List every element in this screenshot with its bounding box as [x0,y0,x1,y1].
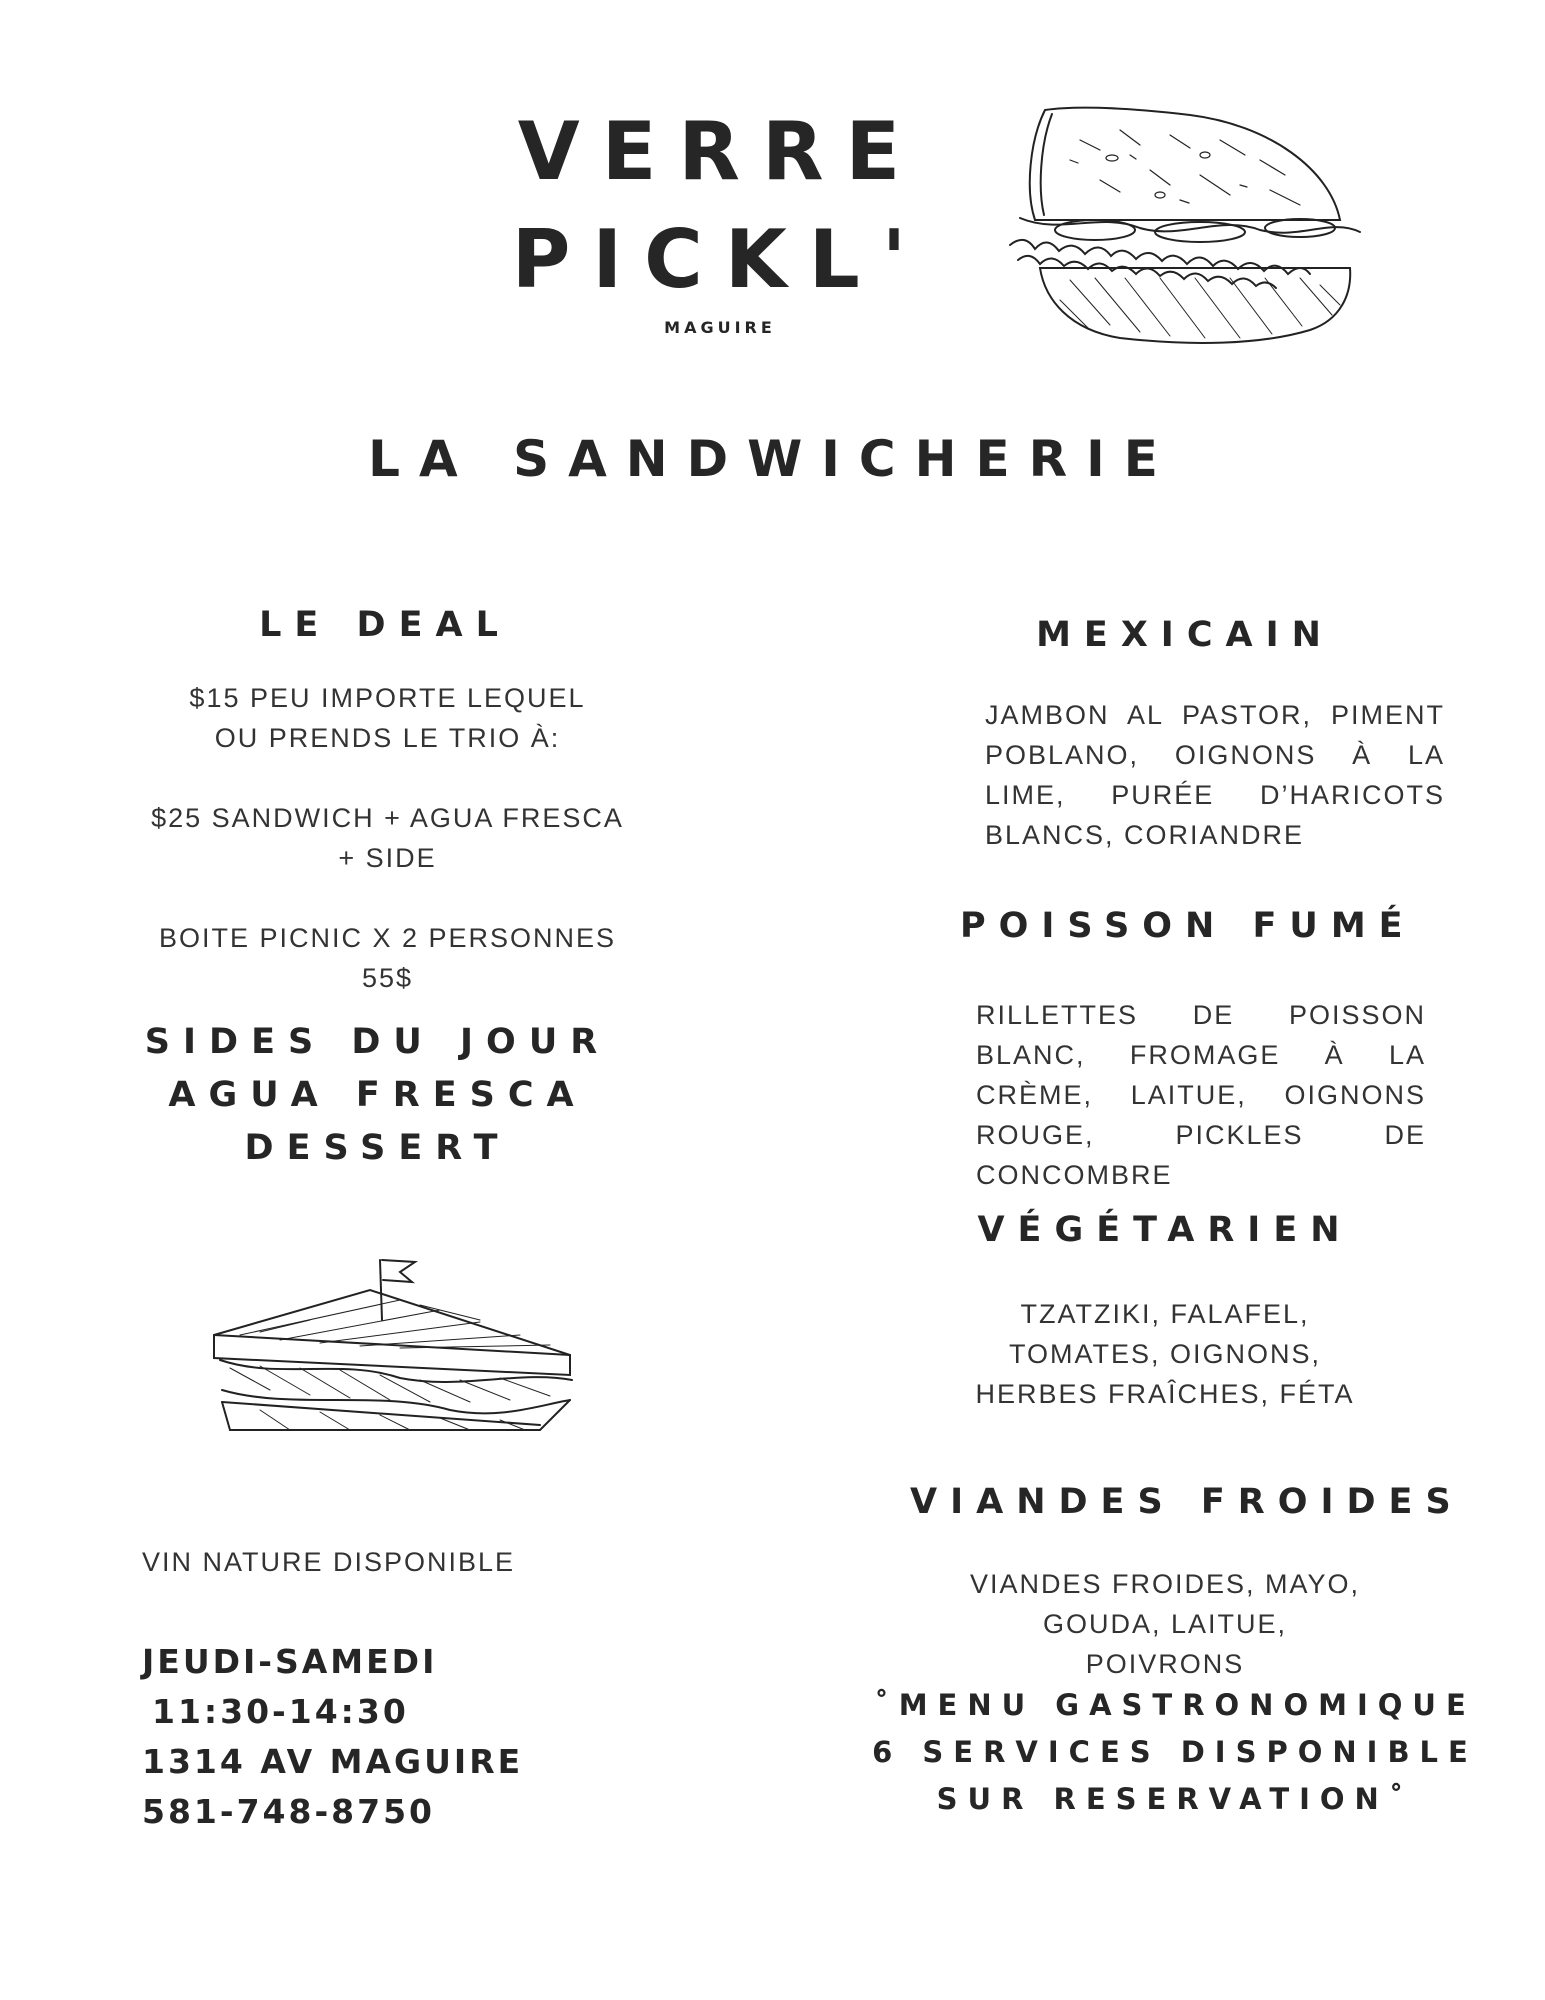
mexicain-line-3: LIME, PURÉE D’HARICOTS [985,780,1445,810]
natural-wine-note: VIN NATURE DISPONIBLE [142,1547,516,1577]
gastro-menu-line-1: ˚MENU GASTRONOMIQUE [874,1688,1476,1722]
burger-sketch-icon [1000,100,1375,350]
mexicain-line-1: JAMBON AL PASTOR, PIMENT [985,700,1445,730]
deal-trio-side: + SIDE [338,843,437,873]
page-title: LA SANDWICHERIE [368,430,1177,488]
gastro-menu-line-3: SUR RESERVATION˚ [936,1782,1414,1816]
deal-trio-line: OU PRENDS LE TRIO À: [214,723,561,753]
poisson-line-1: RILLETTES DE POISSON [976,1000,1426,1030]
poisson-fume-description [976,995,1426,1195]
poisson-line-5: CONCOMBRE [976,1160,1173,1190]
mexicain-line-2: POBLANO, OIGNONS À LA [985,740,1445,770]
picnic-box-line: BOITE PICNIC X 2 PERSONNES [158,923,617,953]
vegetarien-line-1: TZATZIKI, FALAFEL, [1020,1299,1310,1329]
vegetarien-line-3: HERBES FRAÎCHES, FÉTA [975,1379,1355,1409]
sides-line-3: DESSERT [244,1128,511,1168]
phone-number: 581-748-8750 [142,1792,436,1831]
deal-trio-price: $25 SANDWICH + AGUA FRESCA [151,803,624,833]
deal-heading: LE DEAL [259,605,511,645]
mexicain-line-4: BLANCS, CORIANDRE [985,820,1305,850]
mexicain-description [985,695,1445,855]
viandes-froides-heading: VIANDES FROIDES [910,1482,1464,1522]
address: 1314 AV MAGUIRE [142,1742,524,1781]
brand-name-line2: PICKL' [511,213,929,306]
gastro-menu-line-2: 6 SERVICES DISPONIBLE [872,1735,1478,1769]
poisson-line-2: BLANC, FROMAGE À LA [976,1040,1426,1070]
sides-line-2: AGUA FRESCA [168,1075,587,1115]
poisson-fume-heading: POISSON FUMÉ [960,906,1416,946]
poisson-line-3: CRÈME, LAITUE, OIGNONS [976,1080,1426,1110]
vegetarien-heading: VÉGÉTARIEN [977,1210,1353,1250]
mexicain-heading: MEXICAIN [1036,615,1334,655]
picnic-box-price: 55$ [361,963,414,993]
deal-price-line: $15 PEU IMPORTE LEQUEL [189,683,586,713]
vegetarien-line-2: TOMATES, OIGNONS, [1008,1339,1322,1369]
poisson-line-4: ROUGE, PICKLES DE [976,1120,1426,1150]
club-sandwich-sketch-icon [200,1240,580,1440]
viandes-line-2: GOUDA, LAITUE, POIVRONS [1042,1609,1288,1679]
opening-hours: 11:30-14:30 [152,1692,409,1731]
viandes-line-1: VIANDES FROIDES, MAYO, [969,1569,1361,1599]
brand-location: MAGUIRE [664,318,776,337]
sides-line-1: SIDES DU JOUR [144,1022,611,1062]
brand-name-line1: VERRE [517,105,923,198]
opening-days: JEUDI-SAMEDI [142,1642,438,1681]
